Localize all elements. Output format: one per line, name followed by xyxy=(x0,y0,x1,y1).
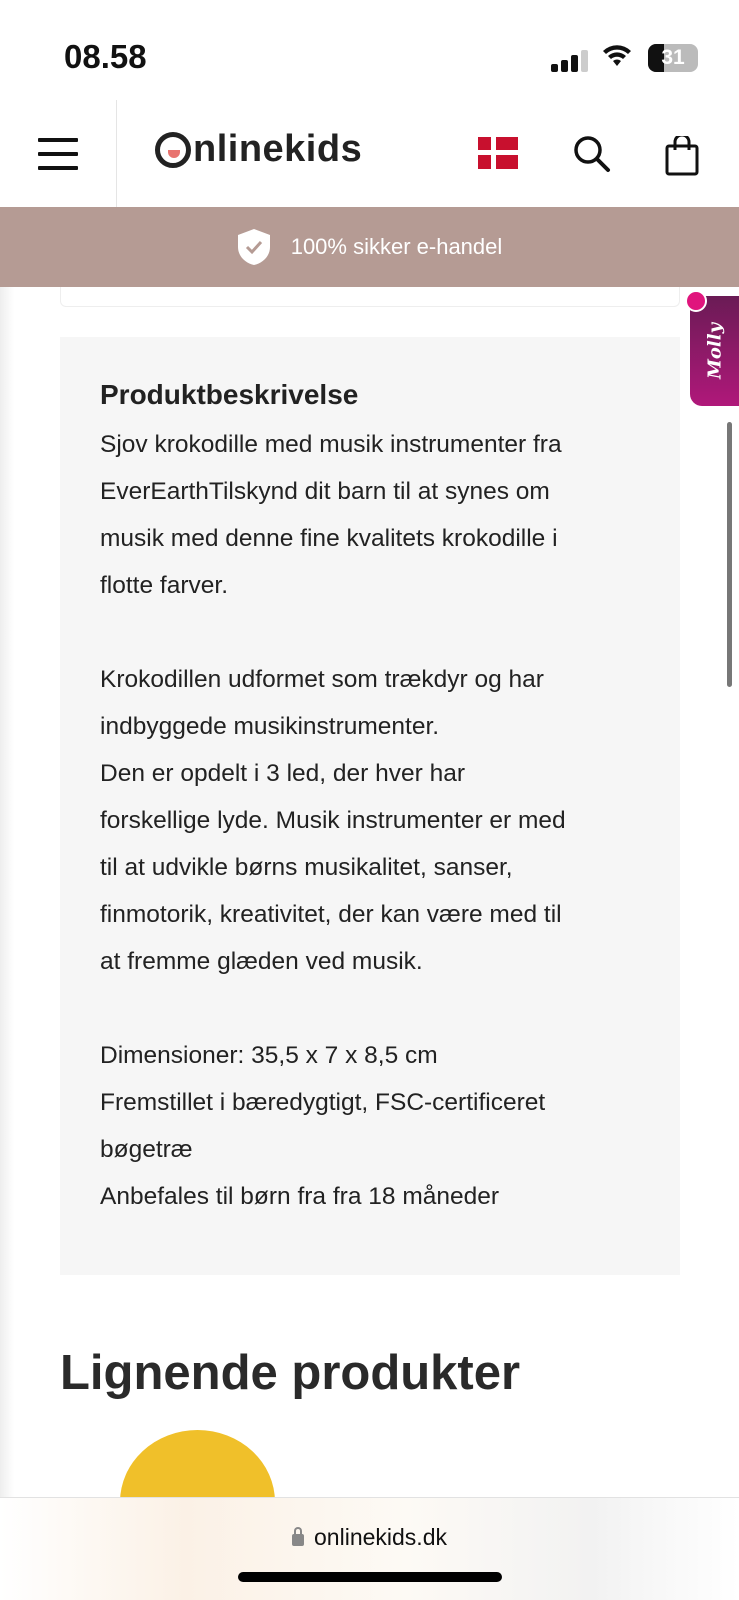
cellular-signal-icon xyxy=(551,50,588,72)
description-line: musik med denne fine kvalitets krokodille i xyxy=(100,525,558,552)
wifi-icon xyxy=(601,42,633,75)
description-title: Produktbeskrivelse xyxy=(100,379,359,410)
description-line: Den er opdelt i 3 led, der hver har xyxy=(100,760,465,787)
url-text: onlinekids.dk xyxy=(314,1524,447,1550)
browser-toolbar xyxy=(0,1497,739,1600)
description-line: Sjov krokodille med musik instrumenter fra xyxy=(100,431,562,458)
danish-flag-icon[interactable] xyxy=(478,137,518,169)
description-line: EverEarthTilskynd dit barn til at synes om xyxy=(100,478,550,505)
battery-icon xyxy=(648,44,698,72)
logo[interactable] xyxy=(155,128,362,171)
description-line: Fremstillet i bæredygtigt, FSC-certificeret xyxy=(100,1089,546,1116)
clock: 08.58 xyxy=(64,38,147,75)
status-bar xyxy=(0,0,739,100)
divider xyxy=(116,100,117,207)
banner-text: 100% sikker e-handel xyxy=(290,234,503,259)
chat-widget-tab[interactable] xyxy=(690,296,739,406)
logo-face-icon xyxy=(155,132,191,168)
description-line: indbyggede musikinstrumenter. xyxy=(100,713,440,740)
description-line: forskellige lyde. Musik instrumenter er med xyxy=(100,807,566,834)
description-line: flotte farver. xyxy=(100,572,229,599)
description-line: Krokodillen udformet som trækdyr og har xyxy=(100,666,544,693)
menu-icon[interactable] xyxy=(38,138,78,180)
lock-icon xyxy=(292,1534,304,1546)
description-line: til at udvikle børns musikalitet, sanser, xyxy=(100,854,513,881)
previous-card xyxy=(60,287,680,307)
logo-text: nlinekids xyxy=(193,128,363,170)
search-icon[interactable] xyxy=(572,134,612,179)
similar-products-heading: Lignende produkter xyxy=(60,1346,521,1400)
site-header xyxy=(0,100,739,207)
description-line xyxy=(100,985,640,1032)
description-line: at fremme glæden ved musik. xyxy=(100,948,423,975)
address-bar[interactable] xyxy=(0,1524,739,1551)
chat-widget-label: Molly xyxy=(704,322,725,380)
home-indicator[interactable] xyxy=(238,1572,502,1582)
cart-icon[interactable] xyxy=(664,136,700,181)
description-line: bøgetræ xyxy=(100,1136,193,1163)
battery-level: 31 xyxy=(661,46,685,69)
description-line: Dimensioner: 35,5 x 7 x 8,5 cm xyxy=(100,1042,438,1069)
description-line: Anbefales til børn fra fra 18 måneder xyxy=(100,1183,500,1210)
description-line xyxy=(100,609,640,656)
page-edge xyxy=(0,287,14,1497)
shield-check-icon xyxy=(237,228,271,266)
secure-shopping-banner xyxy=(0,207,739,287)
product-description xyxy=(60,337,680,1275)
scrollbar[interactable] xyxy=(727,422,732,687)
description-line: finmotorik, kreativitet, der kan være med til xyxy=(100,901,562,928)
notification-dot xyxy=(685,290,707,312)
